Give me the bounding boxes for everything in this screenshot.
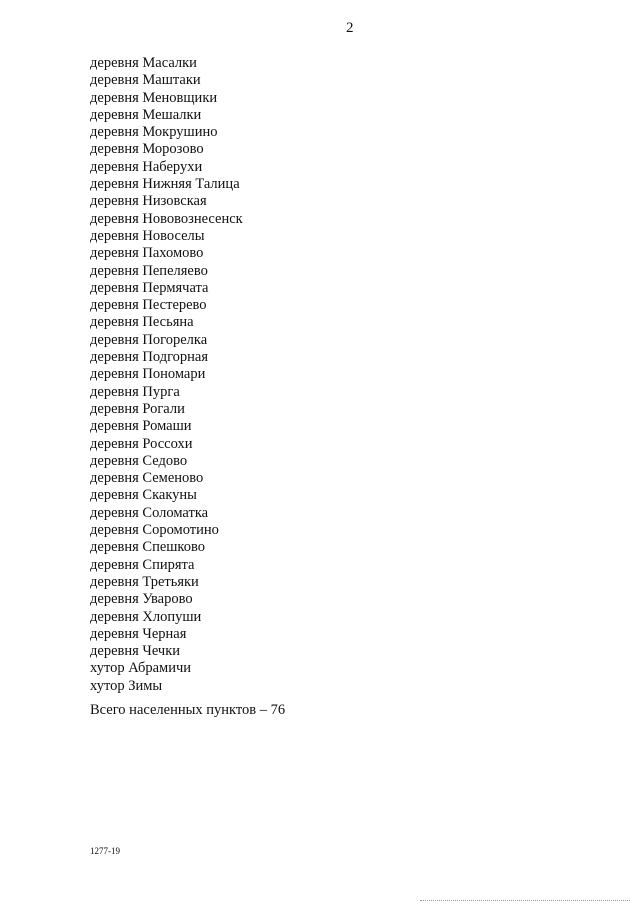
settlement-item: деревня Наберухи xyxy=(90,158,203,175)
settlement-item: деревня Пономари xyxy=(90,366,206,383)
settlement-item: деревня Нижняя Талица xyxy=(90,176,240,193)
settlement-item: деревня Семеново xyxy=(90,470,204,487)
settlement-item: деревня Морозово xyxy=(90,141,204,158)
settlement-item: деревня Уварово xyxy=(90,591,193,608)
document-code: 1277-19 xyxy=(90,846,120,856)
settlement-item: деревня Песьяна xyxy=(90,314,194,331)
settlement-item: деревня Низовская xyxy=(90,193,207,210)
settlement-item: деревня Пепеляево xyxy=(90,262,208,279)
settlement-item: деревня Пурга xyxy=(90,383,180,400)
settlement-item: деревня Соломатка xyxy=(90,504,209,521)
settlement-item: деревня Спешково xyxy=(90,539,205,556)
settlement-item: деревня Седово xyxy=(90,452,188,469)
settlement-item: деревня Третьяки xyxy=(90,573,199,590)
settlement-item: деревня Пермячата xyxy=(90,279,209,296)
settlement-item: деревня Мокрушино xyxy=(90,124,218,141)
settlement-item: деревня Пахомово xyxy=(90,245,204,262)
settlement-total: Всего населенных пунктов – 76 xyxy=(90,702,286,718)
settlement-item: деревня Рогали xyxy=(90,400,185,417)
settlement-item: деревня Масалки xyxy=(90,55,197,71)
settlement-item: деревня Хлопуши xyxy=(90,608,202,625)
settlement-item: деревня Меновщики xyxy=(90,89,218,106)
page-number: 2 xyxy=(346,20,354,36)
settlement-item: деревня Погорелка xyxy=(90,331,208,348)
settlement-item: деревня Мешалки xyxy=(90,106,202,123)
settlement-item: деревня Ромаши xyxy=(90,418,192,435)
settlement-item: хутор Зимы xyxy=(90,677,163,694)
settlement-item: хутор Абрамичи xyxy=(90,660,192,677)
settlement-item: деревня Маштаки xyxy=(90,72,201,89)
settlement-item: деревня Соромотино xyxy=(90,522,219,539)
settlement-item: деревня Чечки xyxy=(90,643,180,660)
settlement-item: деревня Россохи xyxy=(90,435,193,452)
settlement-item: деревня Подгорная xyxy=(90,349,209,366)
settlement-list xyxy=(90,55,243,695)
settlement-item: деревня Спирята xyxy=(90,556,195,573)
scan-edge-mark xyxy=(420,900,630,901)
settlement-item: деревня Скакуны xyxy=(90,487,197,504)
settlement-item: деревня Пестерево xyxy=(90,297,207,314)
settlement-item: деревня Нововознесенск xyxy=(90,210,243,227)
settlement-item: деревня Черная xyxy=(90,625,187,642)
settlement-item: деревня Новоселы xyxy=(90,227,205,244)
